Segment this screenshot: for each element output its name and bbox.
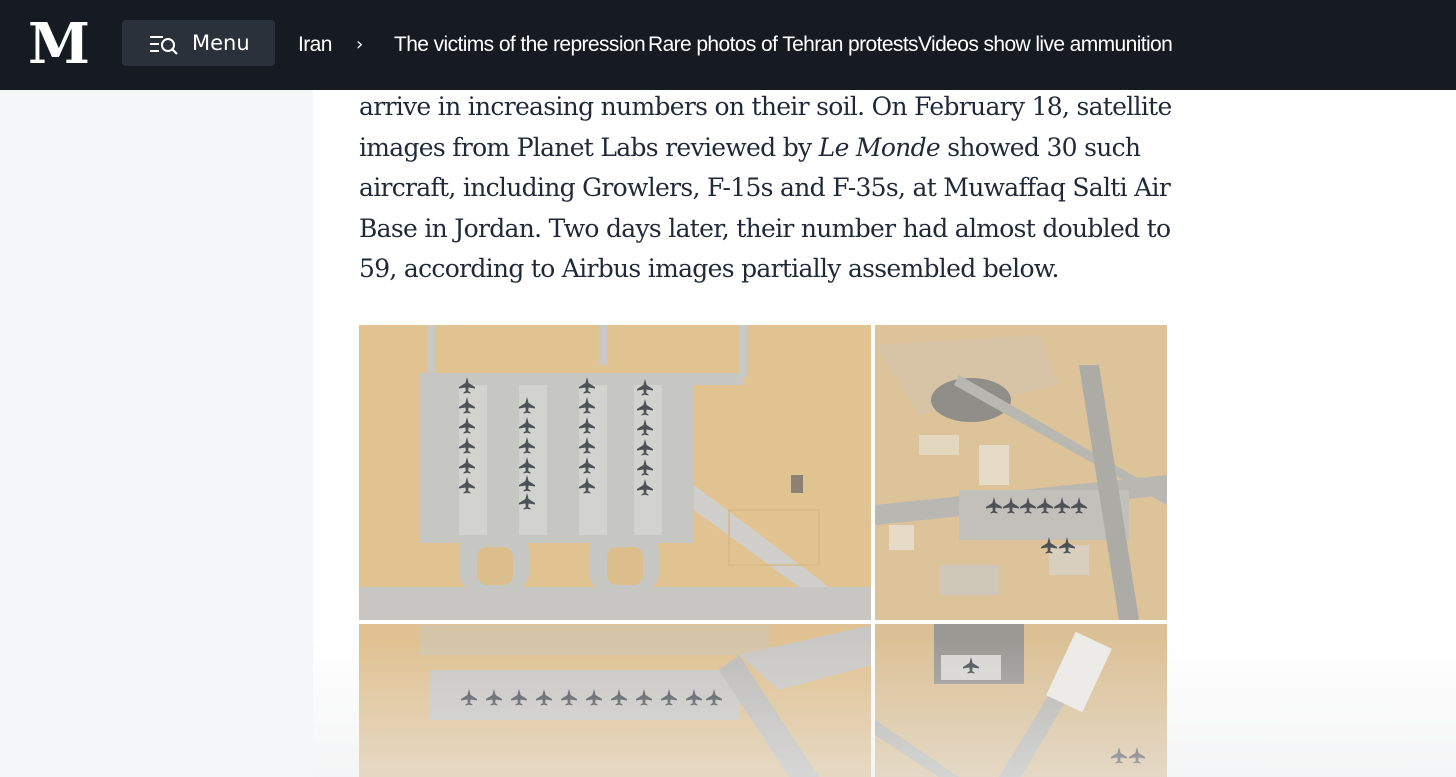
satellite-tile-apron-1	[359, 325, 871, 620]
article-paragraph	[359, 87, 1179, 290]
satellite-tile-base-2	[875, 325, 1167, 620]
satellite-tile-apron-3	[359, 624, 871, 777]
le-monde-logo[interactable]: M	[28, 11, 90, 77]
nav-link-live-ammunition[interactable]: Videos show live ammunition	[918, 33, 1173, 56]
satellite-tile-shelters-4	[875, 624, 1167, 777]
paragraph-line: Base in Jordan. Two days later, their number had almost doubled to	[359, 213, 1171, 243]
nav-link-victims[interactable]: The victims of the repression	[394, 33, 646, 56]
paragraph-line: 59, according to Airbus images partially assembled below.	[359, 254, 1059, 284]
menu-label: Menu	[192, 31, 250, 55]
chevron-right-icon: ›	[356, 34, 363, 55]
site-header	[0, 0, 1456, 90]
publication-name: Le Monde	[818, 132, 940, 162]
menu-button[interactable]	[122, 20, 275, 66]
nav-link-iran[interactable]: Iran	[298, 33, 332, 56]
satellite-image-mosaic[interactable]	[359, 325, 1167, 777]
paragraph-line: images from Planet Labs reviewed by Le Monde showed 30 such	[359, 132, 1141, 162]
nav-link-tehran-photos[interactable]: Rare photos of Tehran protests	[648, 33, 918, 56]
menu-search-icon	[148, 33, 180, 55]
paragraph-line: aircraft, including Growlers, F-15s and F-35s, at Muwaffaq Salti Air	[359, 173, 1171, 203]
paragraph-line: arrive in increasing numbers on their soil. On February 18, satellite	[359, 92, 1172, 121]
